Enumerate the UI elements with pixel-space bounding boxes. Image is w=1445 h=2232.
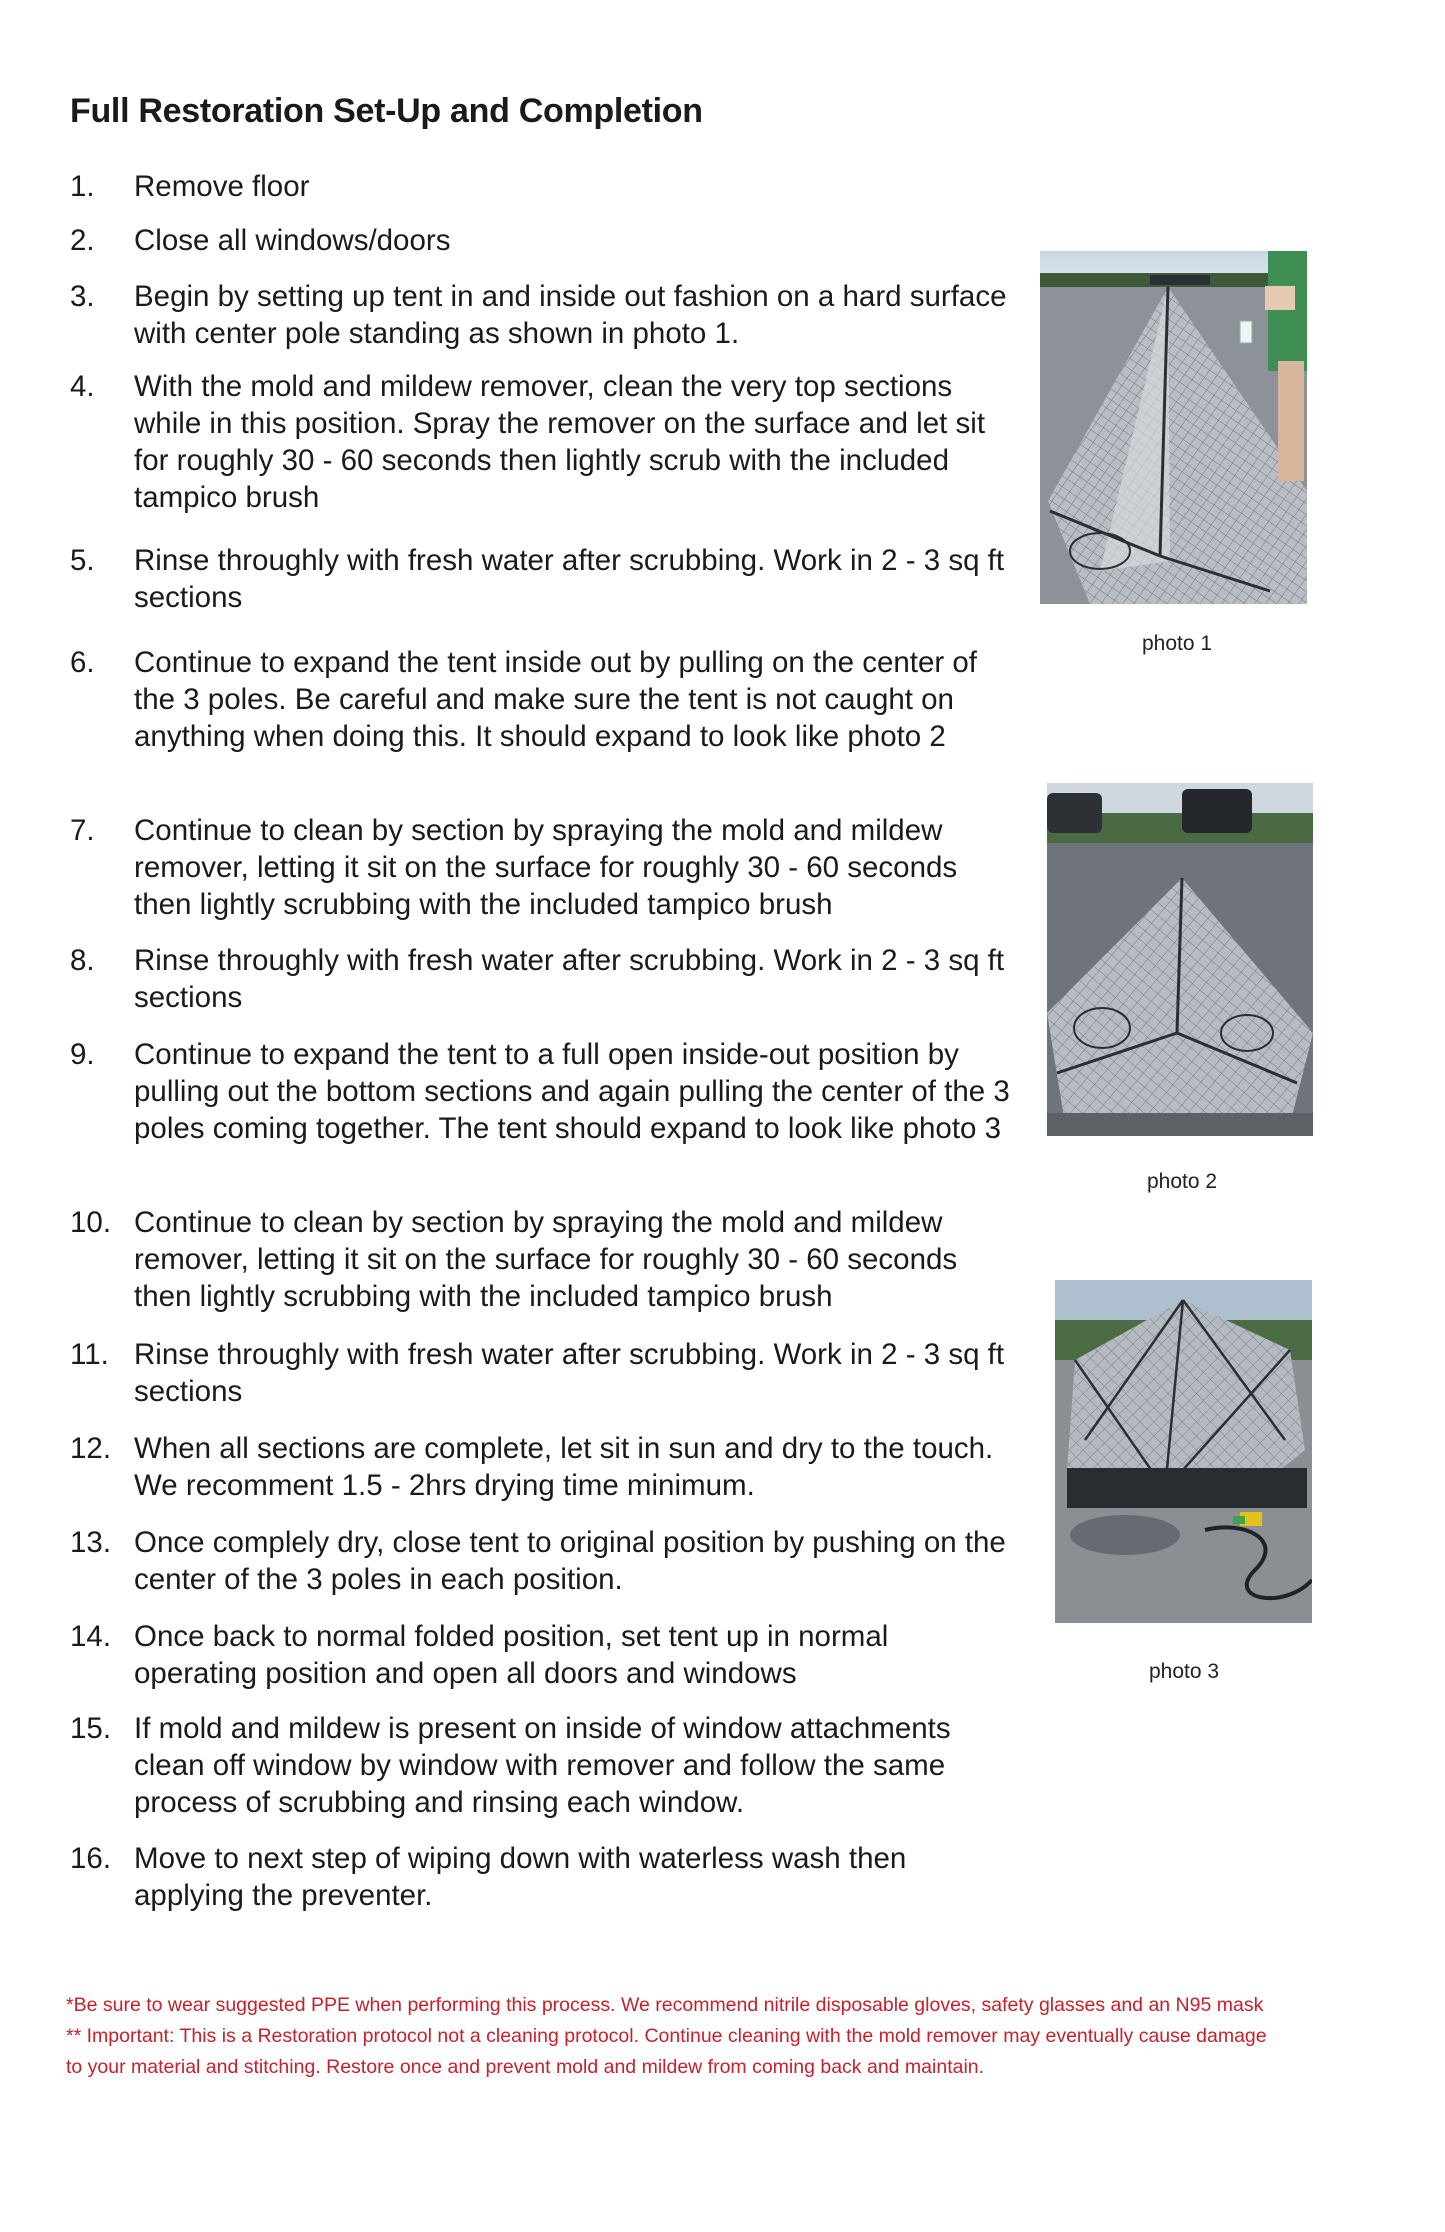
page-title: Full Restoration Set-Up and Completion — [70, 92, 703, 130]
step-number: 6. — [70, 646, 95, 679]
step-number: 8. — [70, 944, 95, 977]
step-number: 4. — [70, 370, 95, 403]
photo-3-image — [1055, 1280, 1312, 1623]
photo-2-image — [1047, 783, 1313, 1136]
step-text: Begin by setting up tent in and inside out fashion on a hard surface with center pole standing as shown in photo 1. — [134, 280, 1007, 350]
step-text: Rinse throughly with fresh water after scrubbing. Work in 2 - 3 sq ft sections — [134, 944, 1005, 1014]
step-text: Continue to expand the tent to a full open inside-out position by pulling out the bottom sections and again pulling the center of the 3 poles coming together. The tent should expand to look like photo 3 — [134, 1038, 1010, 1145]
step-number: 13. — [70, 1526, 112, 1559]
ppe-note: *Be sure to wear suggested PPE when performing this process. We recommend nitrile disposable gloves, safety glasses and an N95 mask — [66, 1994, 1264, 2016]
step-text: Continue to clean by section by spraying the mold and mildew remover, letting it sit on the surface for roughly 30 - 60 seconds then lightly scrubbing with the included tampico brush — [134, 1206, 958, 1313]
important-note-line-1: ** Important: This is a Restoration protocol not a cleaning protocol. Continue cleaning with the mold remover may eventually cause damage — [66, 2025, 1267, 2047]
step-number: 9. — [70, 1038, 95, 1071]
step-text: Once back to normal folded position, set tent up in normal operating position and open all doors and windows — [134, 1620, 889, 1690]
step-number: 3. — [70, 280, 95, 313]
step-number: 1. — [70, 170, 95, 203]
step-text: Continue to expand the tent inside out by pulling on the center of the 3 poles. Be careful and make sure the tent is not caught on anything when doing this. It should expand to look like photo 2 — [134, 646, 977, 753]
step-number: 7. — [70, 814, 95, 847]
step-number: 16. — [70, 1842, 112, 1875]
step-text: Rinse throughly with fresh water after scrubbing. Work in 2 - 3 sq ft sections — [134, 544, 1005, 614]
step-text: Once complely dry, close tent to original position by pushing on the center of the 3 poles in each position. — [134, 1526, 1006, 1596]
important-note-line-2: to your material and stitching. Restore once and prevent mold and mildew from coming back and maintain. — [66, 2056, 985, 2078]
step-number: 15. — [70, 1712, 112, 1745]
step-text: When all sections are complete, let sit in sun and dry to the touch. We recomment 1.5 - 2hrs drying time minimum. — [134, 1432, 994, 1502]
step-text: Rinse throughly with fresh water after scrubbing. Work in 2 - 3 sq ft sections — [134, 1338, 1005, 1408]
step-number: 2. — [70, 224, 95, 257]
step-text: Remove floor — [134, 170, 310, 203]
photo-1-image — [1040, 251, 1307, 604]
step-number: 14. — [70, 1620, 112, 1653]
photo-3-caption: photo 3 — [1149, 1660, 1220, 1683]
step-text: Close all windows/doors — [134, 224, 451, 257]
step-number: 11. — [70, 1338, 109, 1371]
step-text: Move to next step of wiping down with waterless wash then applying the preventer. — [134, 1842, 907, 1912]
step-number: 5. — [70, 544, 95, 577]
photo-1-caption: photo 1 — [1142, 632, 1213, 655]
step-number: 12. — [70, 1432, 112, 1465]
step-text: With the mold and mildew remover, clean the very top sections while in this position. Spray the remover on the surface and let sit for roughly 30 - 60 seconds then lightly scrub with the included tampico brush — [134, 370, 986, 514]
step-text: Continue to clean by section by spraying the mold and mildew remover, letting it sit on the surface for roughly 30 - 60 seconds then lightly scrubbing with the included tampico brush — [134, 814, 958, 921]
step-number: 10. — [70, 1206, 112, 1239]
safety-notes — [66, 1990, 1406, 2083]
photo-2-caption: photo 2 — [1147, 1170, 1218, 1193]
step-text: If mold and mildew is present on inside of window attachments clean off window by window with remover and follow the same process of scrubbing and rinsing each window. — [134, 1712, 951, 1819]
